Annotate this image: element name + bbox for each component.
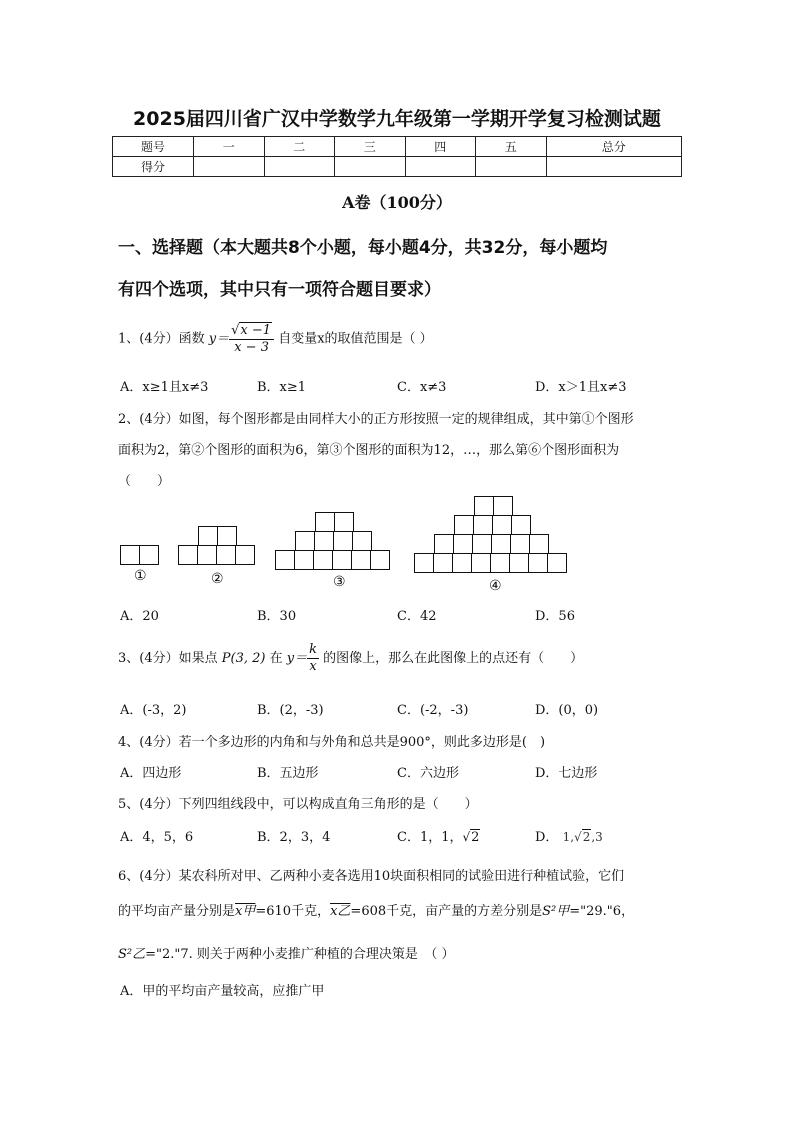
q4-option-d[interactable]: D．七边形: [535, 766, 598, 781]
sqrt-radicand: x −1: [240, 323, 272, 338]
q5-option-b[interactable]: B．2，3，4: [257, 830, 331, 845]
score-row-label: 得分: [113, 157, 194, 177]
point-p: P(3, 2): [221, 651, 266, 666]
question-6-line3: S²乙="2."7. 则关于两种小麦推广种植的合理决策是 （ ）: [118, 947, 455, 962]
q2-option-a[interactable]: A．20: [120, 609, 159, 624]
q4-option-b[interactable]: B．五边形: [257, 766, 319, 781]
score-table: [112, 136, 682, 177]
fraction: $\frac{√x -1}{x - 3}$: [229, 322, 274, 356]
score-table-header-row: [113, 137, 682, 157]
fraction-denominator: x − 3: [234, 340, 269, 355]
formula-y: y＝: [286, 651, 308, 666]
question-3-stem: 3、(4分）如果点: [118, 651, 218, 666]
q1-option-a[interactable]: A．x≥1且x≠3: [120, 380, 209, 395]
variance-jia: S²甲: [542, 904, 570, 919]
score-header-cell: 一: [194, 137, 265, 157]
score-cell: [264, 157, 335, 177]
q1-option-c[interactable]: C．x≠3: [397, 380, 447, 395]
q4-option-c[interactable]: C．六边形: [397, 766, 459, 781]
figure-4: [414, 496, 574, 580]
q3-option-a[interactable]: A．(-3，2): [120, 703, 187, 718]
question-2-line3: （ ）: [118, 474, 171, 489]
score-header-cell: 五: [476, 137, 547, 157]
q2-option-d[interactable]: D．56: [535, 609, 575, 624]
xbar-yi: x乙: [330, 904, 351, 919]
q2-option-c[interactable]: C．42: [397, 609, 437, 624]
score-table-score-row: [113, 157, 682, 177]
score-cell: [335, 157, 406, 177]
question-2-line1: 2、(4分）如图，每个图形都是由同样大小的正方形按照一定的规律组成，其中第①个图形: [118, 412, 634, 427]
score-header-cell: 题号: [113, 137, 194, 157]
score-cell: [194, 157, 265, 177]
q4-option-a[interactable]: A．四边形: [120, 766, 182, 781]
q1-option-b[interactable]: B．x≥1: [257, 380, 307, 395]
figure-1: [120, 545, 160, 569]
q5-option-d[interactable]: D． 1,√2,3: [535, 830, 603, 845]
q5-option-a[interactable]: A．4，5，6: [120, 830, 194, 845]
part1-heading-line1: 一、选择题（本大题共8个小题，每小题4分，共32分，每小题均: [118, 238, 608, 258]
question-4: 4、(4分）若一个多边形的内角和与外角和总共是900°，则此多边形是( ): [118, 735, 546, 750]
q1-option-d[interactable]: D．x＞1且x≠3: [535, 380, 627, 395]
sqrt-radicand: 2: [471, 830, 480, 845]
q3-option-b[interactable]: B．(2，-3): [257, 703, 324, 718]
score-header-cell: 三: [335, 137, 406, 157]
question-1: [118, 322, 433, 356]
score-cell: [476, 157, 547, 177]
variance-yi: S²乙: [118, 947, 146, 962]
score-cell: [405, 157, 476, 177]
fraction-denominator: x: [309, 659, 317, 674]
question-3-stem-mid: 在: [269, 651, 283, 666]
question-3-stem-tail: 的图像上，那么在此图像上的点还有（ ）: [323, 651, 584, 666]
q3-option-c[interactable]: C．(-2，-3): [397, 703, 469, 718]
figure-2: [178, 526, 258, 570]
q5-option-c[interactable]: C．1，1，√2: [397, 830, 480, 845]
section-a-heading: A卷（100分）: [342, 193, 452, 212]
xbar-jia: x甲: [235, 904, 256, 919]
fraction-numerator: k: [309, 642, 318, 657]
q6-option-a[interactable]: A．甲的平均亩产量较高，应推广甲: [120, 984, 325, 999]
score-header-cell: 二: [264, 137, 335, 157]
score-header-cell: 四: [405, 137, 476, 157]
figure-3: [275, 512, 397, 576]
question-6-line2: 的平均亩产量分别是x甲=610千克，x乙=608千克，亩产量的方差分别是S²甲="29."6，: [118, 904, 635, 919]
figure-4-label: ④: [489, 578, 502, 594]
score-cell: [546, 157, 682, 177]
page-title: 2025届四川省广汉中学数学九年级第一学期开学复习检测试题: [133, 108, 661, 130]
q2-option-b[interactable]: B．30: [257, 609, 297, 624]
question-2-line2: 面积为2，第②个图形的面积为6，第③个图形的面积为12，…，那么第⑥个图形面积为: [118, 443, 620, 458]
question-5: 5、(4分）下列四组线段中，可以构成直角三角形的是（ ）: [118, 797, 478, 812]
q3-option-d[interactable]: D．(0，0): [535, 703, 599, 718]
figure-3-label: ③: [333, 574, 346, 590]
question-3: [118, 642, 583, 675]
question-1-stem-tail: 自变量x的取值范围是（ ）: [278, 331, 433, 347]
question-6-line1: 6、(4分）某农科所对甲、乙两种小麦各选用10块面积相同的试验田进行种植试验，它们: [118, 869, 625, 884]
part1-heading-line2: 有四个选项，其中只有一项符合题目要求）: [118, 280, 441, 300]
formula-y: y＝: [208, 331, 230, 347]
fraction: [307, 642, 319, 675]
score-header-cell: 总分: [546, 137, 682, 157]
figure-2-label: ②: [211, 571, 224, 587]
figure-1-label: ①: [134, 568, 147, 584]
question-1-stem: 1、(4分）函数: [118, 331, 205, 347]
q5-option-d-math: 1,√2,3: [562, 830, 603, 844]
